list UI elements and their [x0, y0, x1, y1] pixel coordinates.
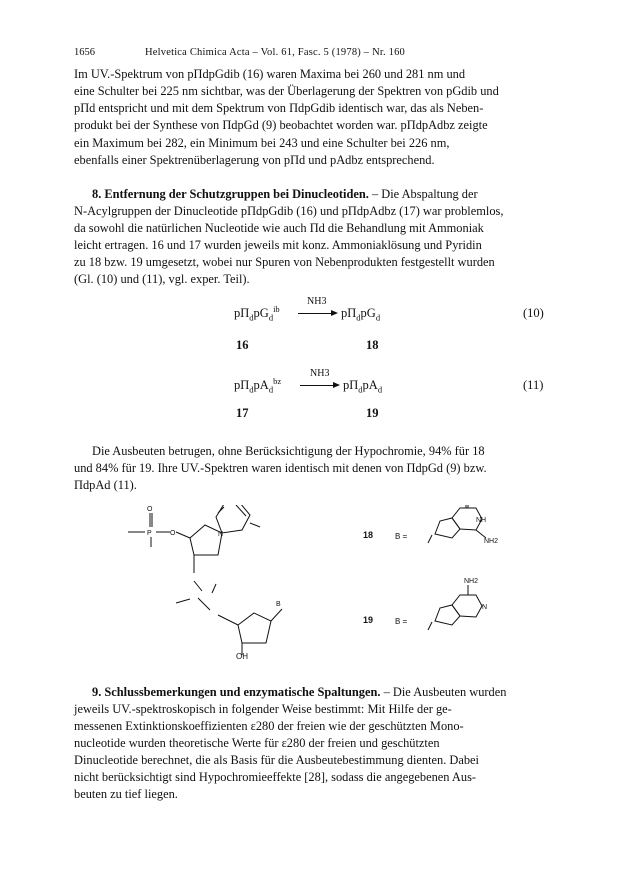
- atom-label: B: [276, 601, 281, 608]
- text-line: jeweils UV.-spektroskopisch in folgender Weise bestimmt: Mit Hilfe der ge-: [74, 702, 452, 716]
- atom-label: NH2: [484, 538, 499, 545]
- atom-label: P: [147, 530, 152, 537]
- text-line: messenen Extinktionskoeffizienten ε280 der freien wie der geschützten Mono-: [74, 719, 464, 733]
- atom-label: N: [218, 531, 224, 538]
- equation-reactant: $p\Pi_dpG_d^{ib}$: [234, 303, 280, 323]
- text-line: Die Ausbeuten betrugen, ohne Berücksichtigung der Hypochromie, 94% für 18: [92, 444, 485, 458]
- text-line: ein Maximum bei 282, ein Minimum bei 243 und eine Schulter bei 226 nm,: [74, 136, 450, 150]
- text-line: produkt bei der Synthese von ΠdpGd (9) beobachtet worden war. pΠdpAdbz zeigte: [74, 118, 488, 132]
- structure-oh-label: OH: [236, 652, 248, 661]
- text-line: eine Schulter bei 225 nm sichtbar, was der Überlagerung der Spektren von pGdib und: [74, 84, 499, 98]
- text-line: – Die Ausbeuten wurden: [383, 685, 507, 699]
- text-line: N-Acylgruppen der Dinucleotide pΠdpGdib (16) und pΠdpAdbz (17) war problemlos,: [74, 204, 504, 218]
- text-line: pΠd entspricht und mit dem Spektrum von ΠdpGdib identisch war, das als Neben-: [74, 101, 484, 115]
- text-line: beuten zu tief liegen.: [74, 787, 178, 801]
- atom-label: NH: [476, 517, 487, 524]
- section-heading: 9. Schlussbemerkungen und enzymatische Spaltungen.: [92, 685, 381, 699]
- equation-reactant: $p\Pi_dpA_d^{bz}$: [234, 375, 282, 395]
- text-line: da sowohl die natürlichen Nucleotide wie auch Πd die Behandlung mit Ammoniak: [74, 221, 484, 235]
- text-line: und 84% für 19. Ihre UV.-Spektren waren identisch mit denen von ΠdpGd (9) bzw.: [74, 461, 487, 475]
- atom-label: O: [147, 506, 153, 513]
- compound-label: 19: [366, 406, 379, 420]
- text-line: Im UV.-Spektrum von pΠdpGdib (16) waren Maxima bei 260 und 281 nm und: [74, 67, 466, 81]
- equation-product: $p\Pi_dpA_d$: [343, 378, 383, 395]
- running-header: Helvetica Chimica Acta – Vol. 61, Fasc. 5 (1978) – Nr. 160: [145, 47, 405, 58]
- text-line: Dinucleotide berechnet, die als Basis für die Ausbeutebestimmung dienten. Dabei: [74, 753, 479, 767]
- reagent-label: NH3: [307, 296, 327, 307]
- reaction-arrow: [300, 385, 338, 386]
- text-line: nicht berücksichtigt sind Hypochromieeffekte [28], sodass die angegebenen Aus-: [74, 770, 477, 784]
- compound-label: 16: [236, 338, 249, 352]
- equation-number: (10): [523, 306, 544, 320]
- text-line: nucleotide wurden theoretische Werte für ε280 der freien und geschützten: [74, 736, 440, 750]
- chemical-structure-figure: [90, 505, 530, 675]
- text-line: – Die Abspaltung der: [371, 187, 478, 201]
- reagent-label: NH3: [310, 368, 330, 379]
- text-line: leicht ertragen. 16 und 17 wurden jeweils mit konz. Ammoniaklösung und Pyridin: [74, 238, 482, 252]
- reaction-arrow: [298, 313, 336, 314]
- structure-b-label: B =: [395, 532, 408, 541]
- structure-compound-label: 19: [363, 615, 374, 625]
- compound-label: 17: [236, 406, 249, 420]
- atom-label: NH2: [464, 578, 479, 585]
- text-line: ebenfalls einer Spektrenüberlagerung von pΠd und pAdbz entsprechend.: [74, 153, 435, 167]
- page-number: 1656: [74, 47, 95, 58]
- equation-number: (11): [523, 378, 544, 392]
- text-line: ΠdpAd (11).: [74, 478, 137, 492]
- text-line: zu 18 bzw. 19 umgesetzt, wobei nur Spuren von Nebenprodukten festgestellt wurden: [74, 255, 495, 269]
- section-heading: 8. Entfernung der Schutzgruppen bei Dinucleotiden.: [92, 187, 369, 201]
- atom-label: O: [170, 530, 176, 537]
- text-line: (Gl. (10) und (11), vgl. exper. Teil).: [74, 272, 250, 286]
- atom-label: N: [482, 604, 488, 611]
- structure-b-label: B =: [395, 617, 408, 626]
- structure-compound-label: 18: [363, 530, 374, 540]
- compound-label: 18: [366, 338, 379, 352]
- equation-product: $p\Pi_dpG_d$: [341, 306, 381, 323]
